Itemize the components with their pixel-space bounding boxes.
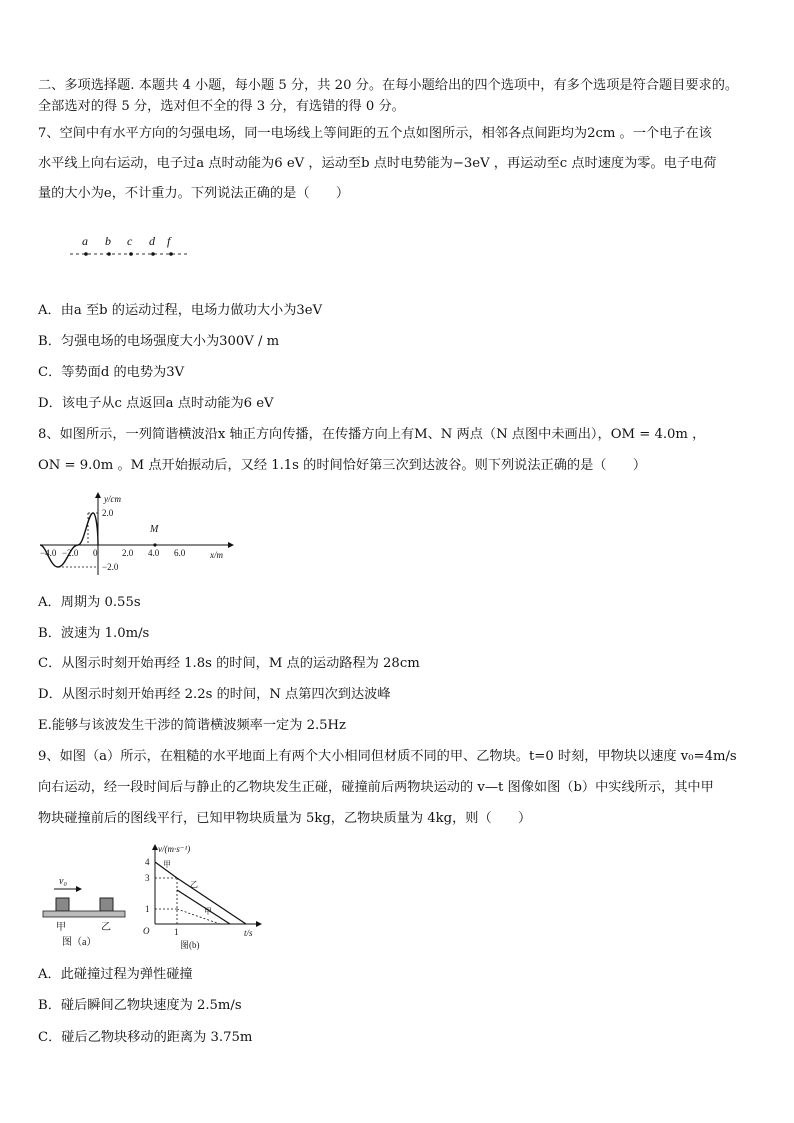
y-tick-2: 2.0	[102, 508, 114, 518]
q9-stem-line1: 9、如图（a）所示，在粗糙的水平地面上有两个大小相同但材质不同的甲、乙物块。t=0 时刻，甲物块以速度 v₀=4m/s	[38, 749, 737, 764]
q8-option-c: C．从图示时刻开始再经 1.8s 的时间，M 点的运动路程为 28cm	[38, 656, 420, 671]
q8-option-b: B．波速为 1.0m/s	[38, 626, 150, 641]
x-tick-0: 0	[93, 548, 98, 558]
q9-option-c: C．碰后乙物块移动的距离为 3.75m	[38, 1030, 253, 1045]
origin-label: O	[143, 926, 150, 936]
point-f	[169, 252, 173, 256]
q8-stem-line2: ON = 9.0m 。M 点开始振动后，又经 1.1s 的时间恰好第三次到达波谷。则下列说法正确的是（ ）	[38, 458, 647, 473]
label-c: c	[127, 234, 133, 248]
v-axis-label: v/(m·s⁻¹)	[158, 844, 191, 854]
x-axis-label: x/m	[210, 550, 223, 560]
y-tick-neg2: −2.0	[102, 562, 119, 572]
v0-label: v₀	[59, 876, 67, 887]
point-b	[107, 252, 111, 256]
q8-option-a: A．周期为 0.55s	[38, 595, 141, 610]
y-axis-arrow	[95, 492, 101, 498]
t-axis-label: t/s	[244, 928, 253, 938]
block-yi-label: 乙	[101, 922, 111, 933]
point-a	[84, 252, 88, 256]
label-b: b	[105, 234, 111, 248]
q9-figure-b	[140, 840, 270, 955]
q7-stem-line2: 水平线上向右运动，电子过a 点时动能为6 eV ，运动至b 点时电势能为−3eV ，再运动至c 点时速度为零。电子电荷	[38, 156, 717, 171]
v-tick-3: 3	[145, 873, 150, 883]
y-axis-label: y/cm	[104, 494, 121, 504]
label-a: a	[82, 234, 88, 248]
line-label-jia-after: 甲	[204, 907, 212, 916]
v-tick-1: 1	[145, 904, 150, 914]
q7-stem-line1: 7、空间中有水平方向的匀强电场，同一电场线上等间距的五个点如图所示，相邻各点间距均为2cm 。一个电子在该	[38, 126, 712, 141]
q8-option-e: E.能够与该波发生干涉的简谐横波频率一定为 2.5Hz	[38, 718, 346, 733]
q7-option-d: D．该电子从c 点返回a 点时动能为6 eV	[38, 396, 274, 411]
t-tick-1: 1	[174, 927, 179, 937]
jia-extension	[177, 909, 220, 924]
x-tick-neg4: −4.0	[40, 548, 57, 558]
q8-option-d: D．从图示时刻开始再经 2.2s 的时间，N 点第四次到达波峰	[38, 687, 391, 702]
fig-b-caption: 图(b)	[180, 940, 200, 950]
q7-field-line-figure	[66, 232, 196, 262]
q8-stem-line1: 8、如图所示，一列简谐横波沿x 轴正方向传播，在传播方向上有M、N 两点（N 点图中未画出），OM = 4.0m ，	[38, 427, 706, 442]
q9-figure-a	[40, 870, 130, 952]
label-d: d	[149, 234, 155, 248]
ground	[43, 911, 125, 917]
point-c	[129, 252, 133, 256]
x-axis-arrow	[228, 542, 234, 548]
yi-after-line	[177, 878, 246, 924]
x-tick-6: 6.0	[174, 548, 186, 558]
section-header-line2: 全部选对的得 5 分，选对但不全的得 3 分，有选错的得 0 分。	[38, 99, 405, 114]
wave-curve	[40, 513, 98, 567]
fig-a-caption: 图（a）	[62, 937, 97, 948]
q9-option-a: A．此碰撞过程为弹性碰撞	[38, 967, 193, 982]
velocity-arrow-head	[76, 886, 82, 892]
label-m: M	[150, 524, 159, 535]
label-f: f	[167, 234, 171, 248]
section-header-line1: 二、多项选择题. 本题共 4 小题，每小题 5 分，共 20 分。在每小题给出的四个选项中，有多个选项是符合题目要求的。	[38, 78, 739, 93]
block-jia-label: 甲	[56, 922, 66, 933]
point-m	[153, 543, 156, 546]
q9-stem-line3: 物块碰撞前后的图线平行，已知甲物块质量为 5kg，乙物块质量为 4kg，则（ ）	[38, 811, 532, 826]
v-tick-4: 4	[145, 857, 150, 867]
q7-option-b: B．匀强电场的电场强度大小为300V / m	[38, 334, 280, 349]
x-tick-neg2: −2.0	[62, 548, 79, 558]
t-axis-arrow	[256, 921, 262, 927]
x-tick-4: 4.0	[148, 548, 160, 558]
line-label-yi: 乙	[190, 880, 198, 889]
q9-stem-line2: 向右运动，经一段时间后与静止的乙物块发生正碰，碰撞前后两物块运动的 v—t 图像如图（b）中实线所示，其中甲	[38, 780, 714, 795]
block-jia	[56, 898, 69, 911]
q9-option-b: B．碰后瞬间乙物块速度为 2.5m/s	[38, 998, 242, 1013]
point-d	[151, 252, 155, 256]
block-yi	[100, 898, 113, 911]
q7-option-a: A．由a 至b 的运动过程，电场力做功大小为3eV	[38, 303, 323, 318]
q8-wave-graph	[38, 490, 238, 580]
x-tick-2: 2.0	[122, 548, 134, 558]
q7-stem-line3: 量的大小为e，不计重力。下列说法正确的是（ ）	[38, 186, 350, 201]
line-label-jia-before: 甲	[163, 860, 171, 869]
q7-option-c: C．等势面d 的电势为3V	[38, 365, 185, 380]
